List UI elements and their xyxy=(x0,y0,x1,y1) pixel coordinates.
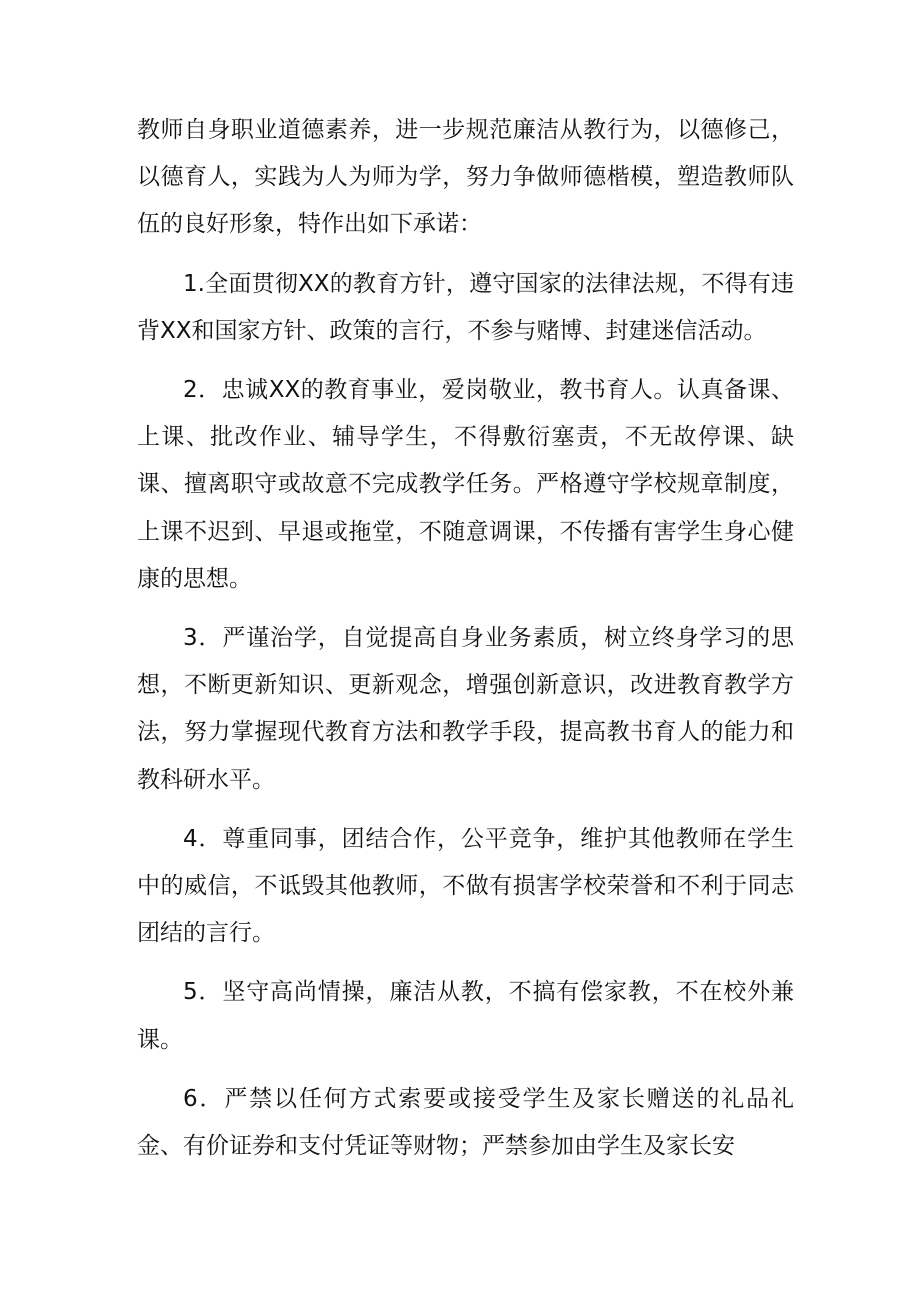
paragraph-3: 3．严谨治学，自觉提高自身业务素质，树立终身学习的思想，不断更新知识、更新观念，增强创新意识，改进教育教学方法，努力掌握现代教育方法和教学手段，提高教书育人的能力和教科研水平。 xyxy=(137,625,794,793)
paragraph-6: 6．严禁以任何方式索要或接受学生及家长赠送的礼品礼金、有价证券和支付凭证等财物；严禁参加由学生及家长安 xyxy=(137,1085,794,1160)
paragraph-2: 2．忠诚XX的教育事业，爱岗敬业，教书育人。认真备课、上课、批改作业、辅导学生，不得敷衍塞责，不无故停课、缺课、擅离职守或故意不完成教学任务。严格遵守学校规章制度，上课不迟到、早退或拖堂，不随意调课，不传播有害学生身心健康的思想。 xyxy=(137,377,794,592)
paragraph-4: 4．尊重同事，团结合作，公平竞争，维护其他教师在学生中的威信，不诋毁其他教师，不做有损害学校荣誉和不利于同志团结的言行。 xyxy=(137,825,794,947)
paragraph-5: 5．坚守高尚情操，廉洁从教，不搞有偿家教，不在校外兼课。 xyxy=(137,979,794,1053)
paragraph-1: 1.全面贯彻XX的教育方针，遵守国家的法律法规，不得有违背XX和国家方针、政策的言行，不参与赌博、封建迷信活动。 xyxy=(137,270,794,344)
paragraph-0: 教师自身职业道德素养，进一步规范廉洁从教行为，以德修己，以德育人，实践为人为师为学，努力争做师德楷模，塑造教师队伍的良好形象，特作出如下承诺： xyxy=(137,117,794,238)
document-body xyxy=(137,107,794,1182)
